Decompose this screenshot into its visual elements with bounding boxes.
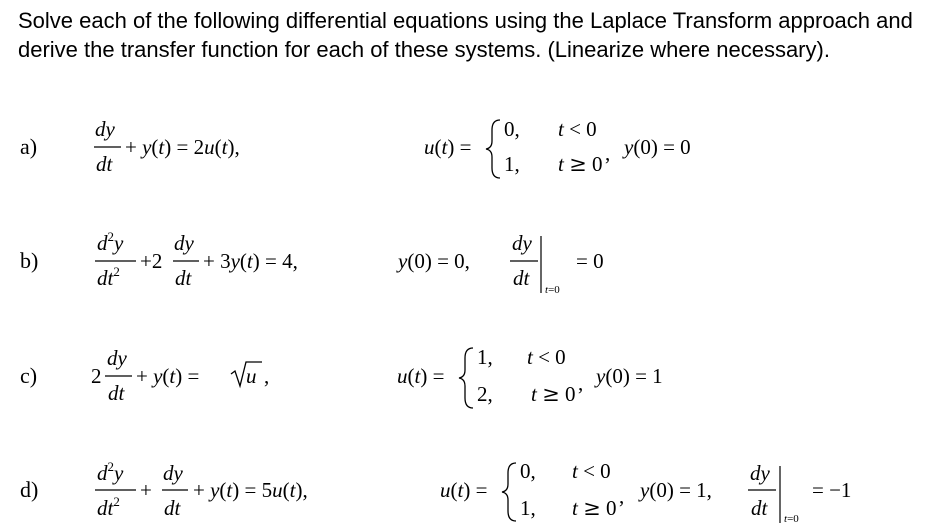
svg-text:dt: dt [751, 496, 768, 520]
problem-d-input [440, 459, 624, 521]
svg-text:dy: dy [107, 346, 127, 370]
svg-text:dy: dy [512, 231, 532, 255]
problem-d-initial-conditions [638, 461, 851, 525]
svg-text:2: 2 [91, 364, 102, 388]
svg-text:y(0) = 0: y(0) = 0 [624, 135, 691, 159]
svg-text:u(t) =: u(t) = [397, 364, 445, 388]
svg-text:0,: 0, [520, 459, 536, 483]
problem-c-label: c) [20, 363, 38, 388]
svg-text:0,: 0, [504, 117, 520, 141]
svg-text:t ≥ 0: t ≥ 0 [531, 382, 576, 406]
svg-text:d2y: $d^2y$ [97, 229, 124, 255]
svg-text:d2y: $d^2y$ [97, 459, 124, 485]
instructions-text: Solve each of the following differential equations using the Laplace Transform approach and derive the transfer function for each of these systems. (Linearize where necessary). [18, 8, 913, 62]
svg-text:,: , [264, 364, 270, 388]
svg-text:dt: dt [164, 496, 181, 520]
svg-text:dt2: $dt^2$ [97, 494, 120, 520]
problem-a-equation [94, 117, 240, 176]
svg-text:2,: 2, [477, 382, 493, 406]
svg-text:1,: 1, [520, 496, 536, 520]
problem-d-label: d) [20, 477, 39, 502]
svg-text:u(t) =: u(t) = [424, 135, 472, 159]
svg-text:+ y(t) =: + y(t) = [136, 364, 200, 388]
svg-text:dt: dt [175, 266, 192, 290]
svg-text:,: , [605, 141, 611, 165]
problem-a-label: a) [20, 134, 38, 159]
svg-text:u(t) =: u(t) = [440, 478, 488, 502]
svg-text:= 0: = 0 [576, 249, 604, 273]
problem-a-initial-conditions [622, 135, 691, 159]
svg-text:dy: dy [163, 461, 183, 485]
problem-a-input [424, 117, 610, 178]
svg-text:t ≥ 0: t ≥ 0 [558, 152, 603, 176]
svg-text:t=0: t=0 [545, 284, 560, 296]
svg-text:u: u [246, 364, 257, 388]
problem-d [20, 459, 851, 525]
problem-b-initial-conditions [396, 231, 604, 296]
problem-c-equation [91, 346, 269, 405]
svg-text:t ≥ 0: t ≥ 0 [572, 496, 617, 520]
problem-b-equation [95, 229, 298, 290]
svg-text:dy: dy [174, 231, 194, 255]
svg-text:y(0) = 0,: y(0) = 0, [398, 249, 470, 273]
svg-text:+: + [140, 478, 152, 502]
svg-text:dt: dt [96, 152, 113, 176]
svg-text:t < 0: t < 0 [572, 459, 611, 483]
svg-text:= −1: = −1 [812, 478, 852, 502]
svg-text:t < 0: t < 0 [558, 117, 597, 141]
problem-c-input [397, 345, 583, 408]
svg-text:1,: 1, [504, 152, 520, 176]
problem-c-initial-conditions [594, 364, 663, 388]
svg-text:+ 3y(t) = 4,: + 3y(t) = 4, [203, 249, 298, 273]
svg-text:+2: +2 [140, 249, 163, 273]
problem-b-label: b) [20, 248, 39, 273]
svg-text:dy: dy [95, 117, 115, 141]
svg-text:y(0) = 1: y(0) = 1 [596, 364, 663, 388]
svg-text:dt: dt [513, 266, 530, 290]
svg-text:dt2: $dt^2$ [97, 264, 120, 290]
svg-text:t < 0: t < 0 [527, 345, 566, 369]
svg-text:dt: dt [108, 381, 125, 405]
svg-text:1,: 1, [477, 345, 493, 369]
svg-text:dy: dy [750, 461, 770, 485]
problem-b [20, 229, 604, 296]
svg-text:,: , [619, 484, 625, 508]
svg-text:+ y(t) = 5u(t),: + y(t) = 5u(t), [193, 478, 308, 502]
problem-d-equation [95, 459, 308, 520]
svg-text:y(0) = 1,: y(0) = 1, [640, 478, 712, 502]
svg-text:,: , [578, 371, 584, 395]
problem-c [20, 345, 663, 408]
problem-a [20, 117, 691, 178]
svg-text:t=0: t=0 [784, 513, 799, 525]
svg-text:+ y(t) = 2u(t),: + y(t) = 2u(t), [125, 135, 240, 159]
